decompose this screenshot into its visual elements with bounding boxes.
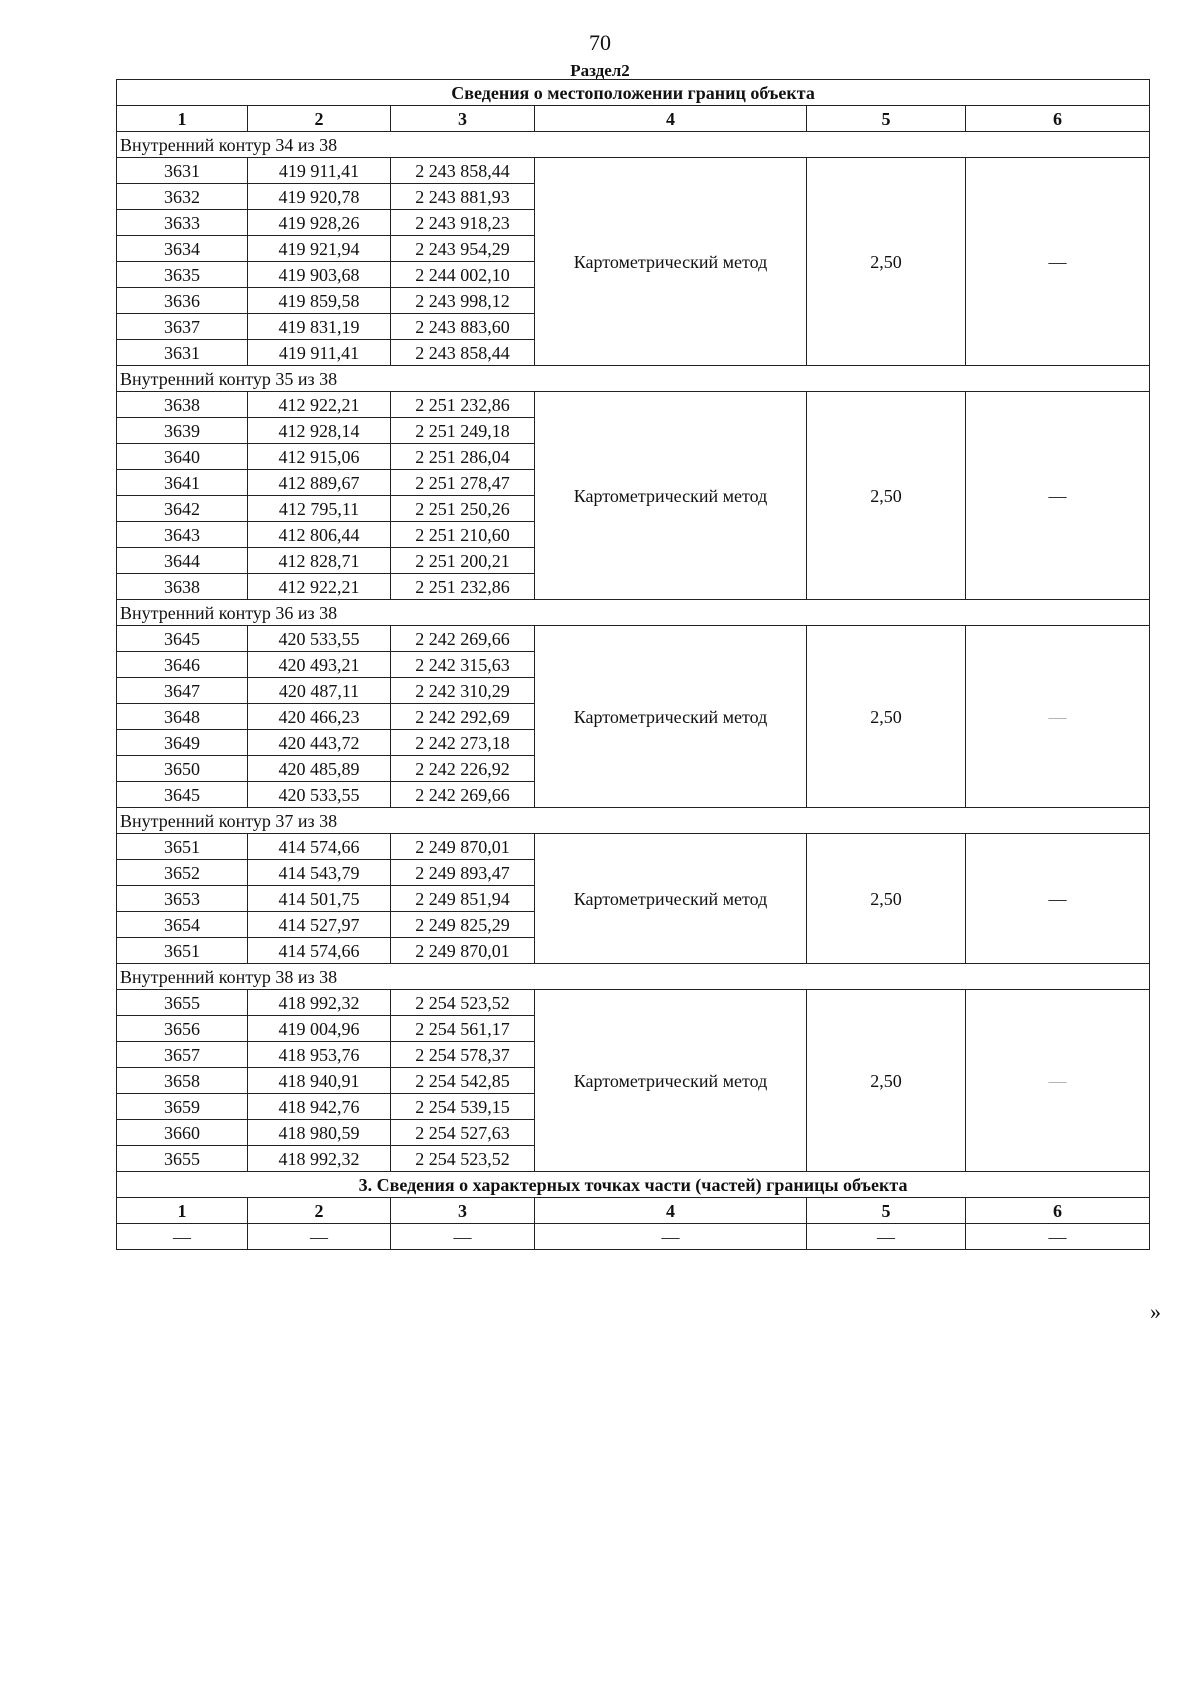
- coord-x: 419 920,78: [248, 184, 391, 210]
- coord-y: 2 242 226,92: [391, 756, 535, 782]
- table-title-row: [117, 80, 1150, 106]
- coord-y: 2 243 858,44: [391, 158, 535, 184]
- contour-label-row: [117, 808, 1150, 834]
- coord-x: 414 527,97: [248, 912, 391, 938]
- coord-y: 2 254 539,15: [391, 1094, 535, 1120]
- coord-y: 2 243 881,93: [391, 184, 535, 210]
- coord-x: 412 806,44: [248, 522, 391, 548]
- table-row: [117, 834, 1150, 860]
- method-cell: Картометрический метод: [535, 158, 807, 366]
- coord-y: 2 249 870,01: [391, 938, 535, 964]
- coord-x: 418 992,32: [248, 1146, 391, 1172]
- point-id: 3634: [117, 236, 248, 262]
- note-cell: —: [966, 990, 1150, 1172]
- point-id: 3646: [117, 652, 248, 678]
- point-id: 3642: [117, 496, 248, 522]
- point-id: 3659: [117, 1094, 248, 1120]
- point-id: 3638: [117, 392, 248, 418]
- column-header: 2: [248, 1198, 391, 1224]
- contour-label: Внутренний контур 37 из 38: [117, 808, 1150, 834]
- coord-x: 419 831,19: [248, 314, 391, 340]
- coord-y: 2 242 292,69: [391, 704, 535, 730]
- coord-x: 420 487,11: [248, 678, 391, 704]
- coord-y: 2 249 870,01: [391, 834, 535, 860]
- boundary-table: [116, 79, 1150, 1250]
- contour-label-row: [117, 366, 1150, 392]
- coord-x: 412 922,21: [248, 392, 391, 418]
- table-title: Сведения о местоположении границ объекта: [117, 80, 1150, 106]
- table-row: [117, 990, 1150, 1016]
- accuracy-cell: 2,50: [807, 990, 966, 1172]
- coord-x: 420 466,23: [248, 704, 391, 730]
- page-number: 70: [589, 30, 611, 55]
- note-cell: —: [966, 626, 1150, 808]
- point-id: 3637: [117, 314, 248, 340]
- coord-x: 419 859,58: [248, 288, 391, 314]
- method-cell: Картометрический метод: [535, 392, 807, 600]
- coord-y: 2 254 523,52: [391, 1146, 535, 1172]
- coord-y: 2 249 825,29: [391, 912, 535, 938]
- coord-x: 420 533,55: [248, 626, 391, 652]
- coord-y: 2 251 232,86: [391, 392, 535, 418]
- point-id: 3644: [117, 548, 248, 574]
- point-id: 3654: [117, 912, 248, 938]
- accuracy-cell: 2,50: [807, 158, 966, 366]
- coord-y: 2 251 249,18: [391, 418, 535, 444]
- point-id: 3660: [117, 1120, 248, 1146]
- coord-y: 2 251 250,26: [391, 496, 535, 522]
- column-header: 3: [391, 1198, 535, 1224]
- coord-x: 414 574,66: [248, 938, 391, 964]
- point-id: 3645: [117, 626, 248, 652]
- section3-empty-row: [117, 1224, 1150, 1250]
- coord-y: 2 251 232,86: [391, 574, 535, 600]
- coord-y: 2 249 893,47: [391, 860, 535, 886]
- coord-x: 412 928,14: [248, 418, 391, 444]
- coord-x: 419 004,96: [248, 1016, 391, 1042]
- point-id: 3651: [117, 834, 248, 860]
- point-id: 3632: [117, 184, 248, 210]
- column-header: 6: [966, 106, 1150, 132]
- contour-label-row: [117, 600, 1150, 626]
- column-header: 1: [117, 106, 248, 132]
- point-id: 3640: [117, 444, 248, 470]
- coord-y: 2 242 310,29: [391, 678, 535, 704]
- empty-cell: —: [248, 1224, 391, 1250]
- table-row: [117, 158, 1150, 184]
- column-header: 6: [966, 1198, 1150, 1224]
- closing-quote: »: [1150, 1299, 1161, 1324]
- coord-y: 2 243 883,60: [391, 314, 535, 340]
- point-id: 3631: [117, 158, 248, 184]
- coord-y: 2 251 210,60: [391, 522, 535, 548]
- note-cell: —: [966, 392, 1150, 600]
- column-header-row: [117, 106, 1150, 132]
- contour-label-row: [117, 964, 1150, 990]
- coord-x: 419 921,94: [248, 236, 391, 262]
- coord-y: 2 242 269,66: [391, 782, 535, 808]
- point-id: 3655: [117, 1146, 248, 1172]
- coord-x: 412 795,11: [248, 496, 391, 522]
- coord-y: 2 242 269,66: [391, 626, 535, 652]
- accuracy-cell: 2,50: [807, 392, 966, 600]
- coord-x: 418 980,59: [248, 1120, 391, 1146]
- column-header: 5: [807, 106, 966, 132]
- section3-title-row: [117, 1172, 1150, 1198]
- contour-label: Внутренний контур 36 из 38: [117, 600, 1150, 626]
- point-id: 3631: [117, 340, 248, 366]
- coord-x: 414 574,66: [248, 834, 391, 860]
- contour-label: Внутренний контур 38 из 38: [117, 964, 1150, 990]
- coord-y: 2 242 315,63: [391, 652, 535, 678]
- coord-y: 2 251 200,21: [391, 548, 535, 574]
- coord-y: 2 243 918,23: [391, 210, 535, 236]
- contour-label: Внутренний контур 35 из 38: [117, 366, 1150, 392]
- table-row: [117, 392, 1150, 418]
- column-header: 5: [807, 1198, 966, 1224]
- coord-x: 419 911,41: [248, 158, 391, 184]
- coord-y: 2 242 273,18: [391, 730, 535, 756]
- coord-x: 418 942,76: [248, 1094, 391, 1120]
- coord-x: 412 828,71: [248, 548, 391, 574]
- coord-y: 2 244 002,10: [391, 262, 535, 288]
- coord-x: 412 915,06: [248, 444, 391, 470]
- contour-label-row: [117, 132, 1150, 158]
- coord-y: 2 254 542,85: [391, 1068, 535, 1094]
- coord-x: 418 992,32: [248, 990, 391, 1016]
- coord-x: 420 533,55: [248, 782, 391, 808]
- coord-x: 419 903,68: [248, 262, 391, 288]
- coord-x: 414 501,75: [248, 886, 391, 912]
- empty-cell: —: [391, 1224, 535, 1250]
- coord-x: 419 911,41: [248, 340, 391, 366]
- section-label: Раздел2: [570, 61, 630, 80]
- point-id: 3648: [117, 704, 248, 730]
- coord-x: 420 485,89: [248, 756, 391, 782]
- coord-y: 2 251 278,47: [391, 470, 535, 496]
- coord-y: 2 254 578,37: [391, 1042, 535, 1068]
- point-id: 3643: [117, 522, 248, 548]
- section3-title: 3. Сведения о характерных точках части (частей) границы объекта: [117, 1172, 1150, 1198]
- point-id: 3641: [117, 470, 248, 496]
- coord-x: 412 889,67: [248, 470, 391, 496]
- coord-y: 2 254 527,63: [391, 1120, 535, 1146]
- coord-x: 420 493,21: [248, 652, 391, 678]
- point-id: 3655: [117, 990, 248, 1016]
- point-id: 3652: [117, 860, 248, 886]
- column-header: 4: [535, 106, 807, 132]
- coord-y: 2 254 561,17: [391, 1016, 535, 1042]
- method-cell: Картометрический метод: [535, 990, 807, 1172]
- note-cell: —: [966, 834, 1150, 964]
- coord-y: 2 251 286,04: [391, 444, 535, 470]
- accuracy-cell: 2,50: [807, 626, 966, 808]
- method-cell: Картометрический метод: [535, 626, 807, 808]
- column-header: 3: [391, 106, 535, 132]
- column-header: 4: [535, 1198, 807, 1224]
- coord-y: 2 249 851,94: [391, 886, 535, 912]
- point-id: 3651: [117, 938, 248, 964]
- coord-x: 414 543,79: [248, 860, 391, 886]
- point-id: 3638: [117, 574, 248, 600]
- coord-x: 412 922,21: [248, 574, 391, 600]
- contour-label: Внутренний контур 34 из 38: [117, 132, 1150, 158]
- method-cell: Картометрический метод: [535, 834, 807, 964]
- point-id: 3636: [117, 288, 248, 314]
- point-id: 3653: [117, 886, 248, 912]
- point-id: 3656: [117, 1016, 248, 1042]
- coord-x: 419 928,26: [248, 210, 391, 236]
- empty-cell: —: [966, 1224, 1150, 1250]
- coord-y: 2 243 858,44: [391, 340, 535, 366]
- table-row: [117, 626, 1150, 652]
- coord-x: 418 953,76: [248, 1042, 391, 1068]
- coord-x: 420 443,72: [248, 730, 391, 756]
- column-header: 2: [248, 106, 391, 132]
- empty-cell: —: [807, 1224, 966, 1250]
- coord-y: 2 243 998,12: [391, 288, 535, 314]
- point-id: 3650: [117, 756, 248, 782]
- point-id: 3645: [117, 782, 248, 808]
- empty-cell: —: [535, 1224, 807, 1250]
- point-id: 3647: [117, 678, 248, 704]
- coord-y: 2 254 523,52: [391, 990, 535, 1016]
- empty-cell: —: [117, 1224, 248, 1250]
- column-header: 1: [117, 1198, 248, 1224]
- point-id: 3633: [117, 210, 248, 236]
- accuracy-cell: 2,50: [807, 834, 966, 964]
- coord-x: 418 940,91: [248, 1068, 391, 1094]
- point-id: 3635: [117, 262, 248, 288]
- note-cell: —: [966, 158, 1150, 366]
- point-id: 3639: [117, 418, 248, 444]
- section3-header-row: [117, 1198, 1150, 1224]
- point-id: 3649: [117, 730, 248, 756]
- point-id: 3658: [117, 1068, 248, 1094]
- point-id: 3657: [117, 1042, 248, 1068]
- coord-y: 2 243 954,29: [391, 236, 535, 262]
